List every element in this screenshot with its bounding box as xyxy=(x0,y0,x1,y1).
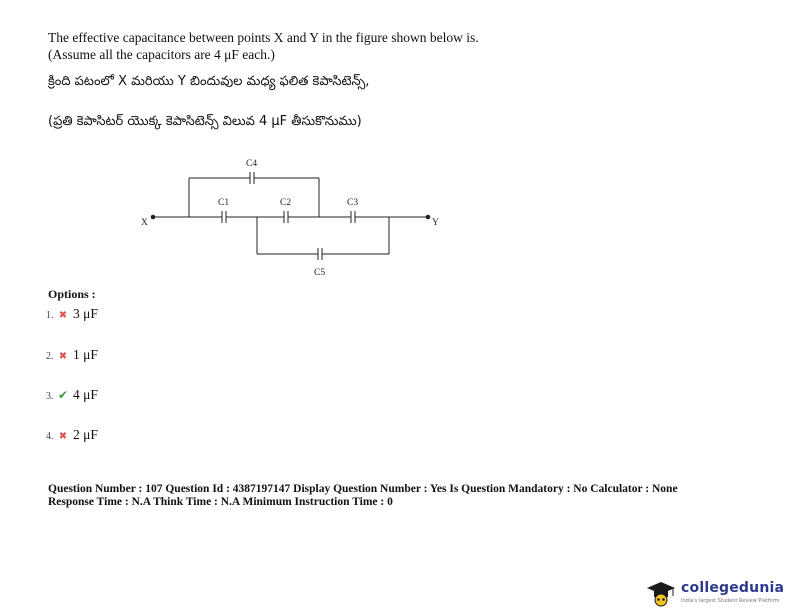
question-telugu-line2: (ప్రతి కెపాసిటర్ యొక్క కెపాసిటెన్స్ విలువ 4 μF తీసుకొనుము) xyxy=(48,114,362,129)
option-text: 4 μF xyxy=(73,387,98,402)
option-text: 1 μF xyxy=(73,347,98,362)
label-c4: C4 xyxy=(246,159,258,169)
option-4[interactable] xyxy=(46,427,98,445)
question-text-line1: The effective capacitance between points X and Y in the figure shown below is. xyxy=(48,30,479,45)
node-y-dot xyxy=(426,215,431,220)
node-x-label: X xyxy=(141,218,148,228)
cross-icon: ✖ xyxy=(58,310,68,321)
option-number: 3. xyxy=(46,391,54,402)
option-number: 1. xyxy=(46,310,54,321)
option-3[interactable] xyxy=(46,387,98,405)
option-number: 4. xyxy=(46,431,54,442)
label-c3: C3 xyxy=(347,198,359,208)
cross-icon: ✖ xyxy=(58,351,68,362)
node-y-label: Y xyxy=(432,218,439,228)
check-icon: ✔ xyxy=(57,388,69,402)
question-meta-line1: Question Number : 107 Question Id : 4387197147 Display Question Number : Yes Is Question Mandatory : No Calculator : None xyxy=(48,483,678,495)
question-meta-line2: Response Time : N.A Think Time : N.A Minimum Instruction Time : 0 xyxy=(48,496,393,508)
label-c5: C5 xyxy=(314,268,326,278)
cross-icon: ✖ xyxy=(58,431,68,442)
graduate-cap-icon xyxy=(645,579,679,607)
collegedunia-logo xyxy=(645,579,785,607)
option-number: 2. xyxy=(46,351,54,362)
node-x-dot xyxy=(151,215,156,220)
option-2[interactable] xyxy=(46,347,98,365)
logo-wordmark: collegedunia xyxy=(681,580,785,596)
question-telugu-line1: క్రింది పటంలో X మరియు Y బిందువుల మధ్య ఫలిత కెపాసిటెన్స్, xyxy=(48,74,370,89)
logo-tagline: India's largest Student Review Platform xyxy=(681,598,780,604)
options-header: Options : xyxy=(48,287,96,301)
label-c2: C2 xyxy=(280,198,292,208)
option-1[interactable] xyxy=(46,306,98,324)
option-text: 3 μF xyxy=(73,306,98,321)
option-text: 2 μF xyxy=(73,427,98,442)
question-text-line2: (Assume all the capacitors are 4 μF each.) xyxy=(48,47,275,62)
label-c1: C1 xyxy=(218,198,230,208)
